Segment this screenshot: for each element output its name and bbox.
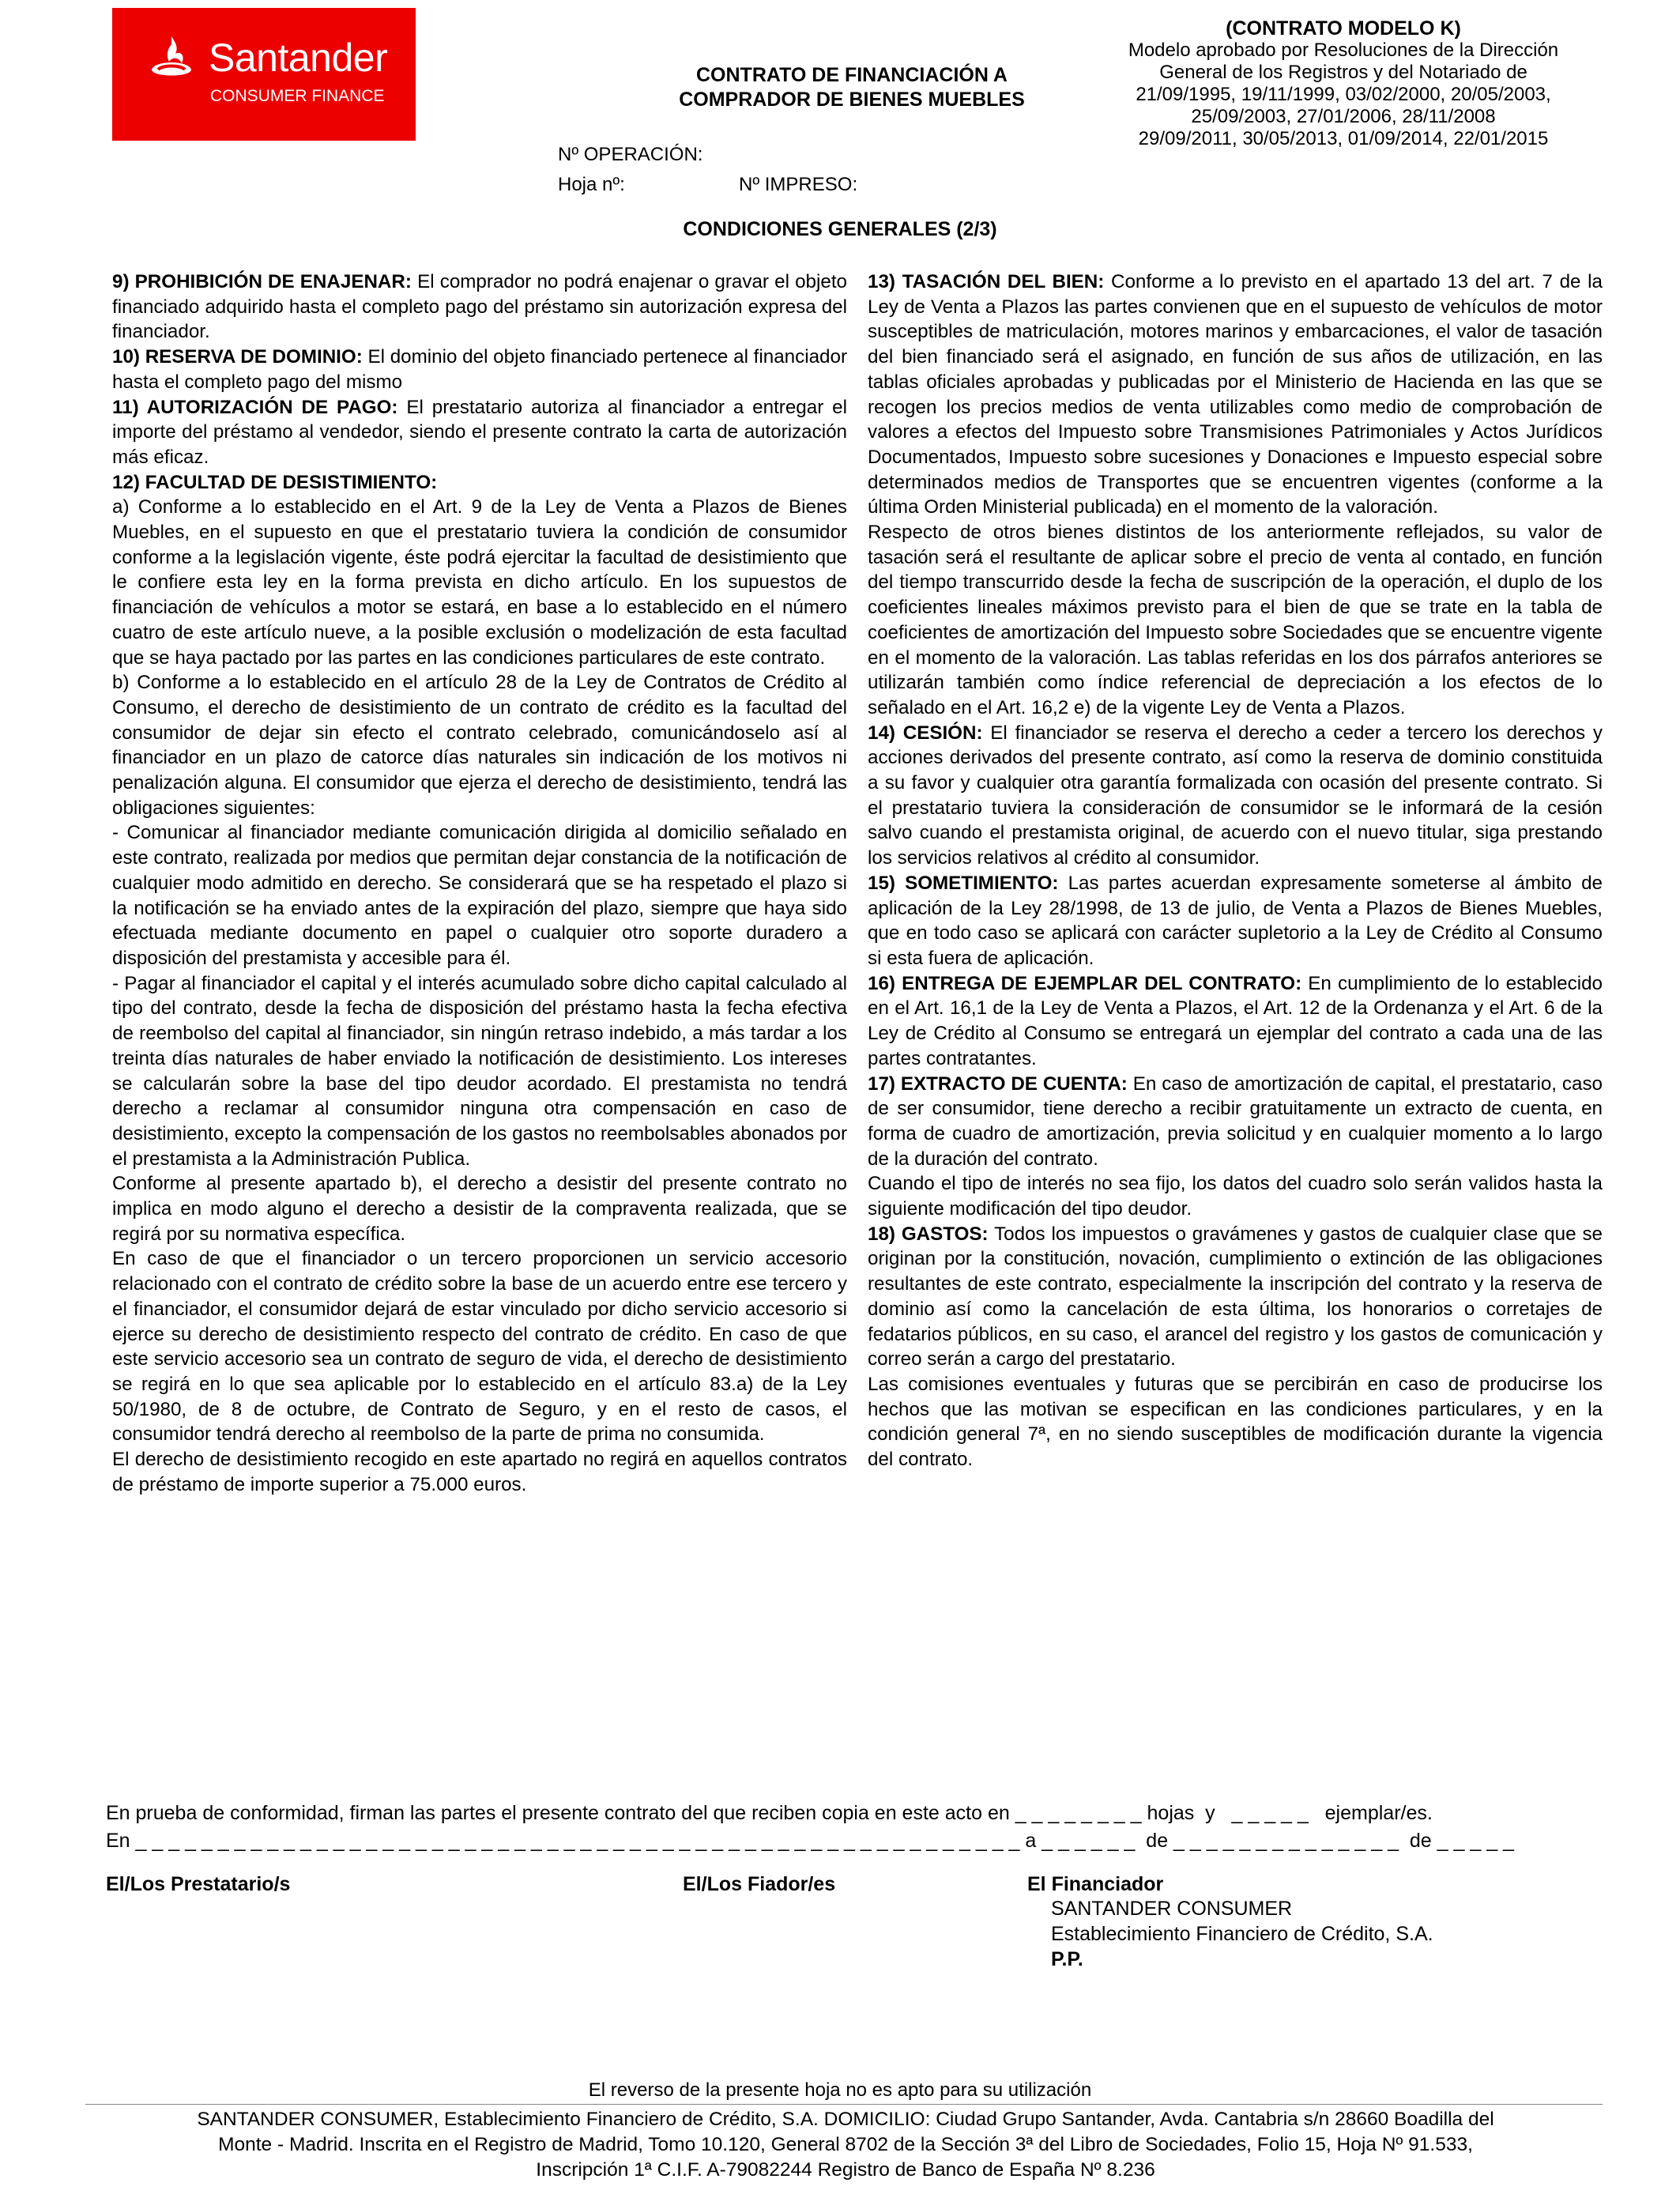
- clause: [112, 1246, 847, 1447]
- clause-text: El prestatario autoriza al financiador a entregar el importe del préstamo al vendedor, siendo el presente contrato la carta de autorización más eficaz.: [112, 396, 847, 468]
- clause-heading: 11) AUTORIZACIÓN DE PAGO:: [112, 396, 398, 418]
- clause-text: Todos los impuestos o gravámenes y gastos de cualquier clase que se originan por la constitución, novación, cumplimiento o extinción de las obligaciones resultantes de este contrato, especialmente la inscripción del contrato y la reserva de dominio así como la cancelación de esta última, los honorarios o corretajes de fedatarios públicos, en su caso, el arancel del registro y los gastos de comunicación y correo serán a cargo del prestatario.: [868, 1223, 1603, 1370]
- santander-logo: [112, 8, 416, 141]
- model-line: 25/09/2003, 27/01/2006, 28/11/2008: [1191, 106, 1496, 127]
- left-column: [112, 270, 847, 1497]
- model-info: [1083, 17, 1604, 150]
- clause-heading: 18) GASTOS:: [868, 1223, 989, 1245]
- clause: [868, 1222, 1603, 1372]
- financiador-type: Establecimiento Financiero de Crédito, S.A.: [1051, 1923, 1433, 1945]
- clause-heading: 12) FACULTAD DE DESISTIMIENTO:: [112, 471, 438, 493]
- clause: [868, 270, 1603, 520]
- clause-text: Las partes acuerdan expresamente someterse al ámbito de aplicación de la Ley 28/1998, de 13 de julio, de Venta a Plazos de Bienes Muebles, que en todo caso se aplicará con carácter supletorio a la Ley de Crédito al Consumo si esta fuera de aplicación.: [868, 872, 1603, 969]
- clause: [868, 721, 1603, 871]
- clause-heading: 17) EXTRACTO DE CUENTA:: [868, 1072, 1128, 1095]
- clause: [112, 345, 847, 394]
- clause: [112, 1447, 847, 1497]
- conformidad-text: En prueba de conformidad, firman las partes el presente contrato del que reciben copia en este acto en _ _ _ _ _ _ _ _ hojas y _ _ _ _ _ ejemplar/es.: [106, 1802, 1433, 1824]
- clause-heading: 13) TASACIÓN DEL BIEN:: [868, 271, 1105, 292]
- clause: [868, 1372, 1603, 1472]
- clause-text: En caso de amortización de capital, el prestatario, caso de ser consumidor, tiene derecho a recibir gratuitamente un extracto de cuenta, en forma de cuadro de amortización, previa solicitud y en cualquier momento a lo largo de la duración del contrato.: [868, 1072, 1603, 1170]
- clause: [868, 1072, 1603, 1172]
- clause: [868, 1171, 1603, 1221]
- clause-text: El comprador no podrá enajenar o gravar el objeto financiado adquirido hasta el completo pago del préstamo sin autorización expresa del financiador.: [112, 271, 847, 343]
- clause-text: Conforme al presente apartado b), el derecho a desistir del presente contrato no implica en modo alguno el derecho a desistir de la compraventa realizada, que se regirá por su normativa específica.: [112, 1173, 847, 1245]
- financiador-pp: P.P.: [1051, 1948, 1083, 1970]
- clause: [112, 270, 847, 345]
- footer: [95, 2107, 1596, 2183]
- clause-text: El dominio del objeto financiado pertenece al financiador hasta el completo pago del mismo: [112, 346, 848, 393]
- place-date-line: En _ _ _ _ _ _ _ _ _ _ _ _ _ _ _ _ _ _ _ _ _ _ _ _ _ _ _ _ _ _ _ _ _ _ _ _ _ _ _ _ _ _ _ _ _ _ _ _ _ _ _ _ _ _ a _ _ _ _ _ _ de _ _ _ _ _ _ _ _ _ _ _ _ _ _ de _ _ _ _ _: [106, 1830, 1514, 1852]
- title-line-2: COMPRADOR DE BIENES MUEBLES: [679, 89, 1025, 111]
- model-line: General de los Registros y del Notariado de: [1159, 62, 1527, 83]
- clause-heading: 15) SOMETIMIENTO:: [868, 872, 1059, 894]
- clause-heading: 14) CESIÓN:: [868, 722, 983, 744]
- clause-text: El derecho de desistimiento recogido en este apartado no regirá en aquellos contratos de préstamo de importe superior a 75.000 euros.: [112, 1449, 847, 1495]
- model-line: Modelo aprobado por Resoluciones de la Dirección: [1128, 40, 1559, 61]
- clause-text: Cuando el tipo de interés no sea fijo, los datos del cuadro solo serán validos hasta la siguiente modificación del tipo deudor.: [868, 1173, 1603, 1220]
- prestatario-label: El/Los Prestatario/s: [106, 1873, 291, 1895]
- flame-icon: [147, 33, 196, 82]
- clause-heading: 10) RESERVA DE DOMINIO:: [112, 346, 363, 368]
- model-title: (CONTRATO MODELO K): [1226, 17, 1461, 40]
- model-line: 29/09/2011, 30/05/2013, 01/09/2014, 22/01/2015: [1138, 128, 1549, 149]
- clause: [868, 871, 1603, 971]
- footer-line: SANTANDER CONSUMER, Establecimiento Financiero de Crédito, S.A. DOMICILIO: Ciudad Grupo Santander, Avda. Cantabria s/n 28660 Boadilla del: [197, 2109, 1494, 2130]
- clause-text: El financiador se reserva el derecho a ceder a tercero los derechos y acciones derivados del presente contrato, así como la reserva de dominio constituida a su favor y cualquier otra garantía formalizada con ocasión del presente contrato. Si el prestatario tuviera la consideración de consumidor se le informará de la cesión salvo cuando el prestamista original, de acuerdo con el nuevo titular, siga prestando los servicios relativos al crédito al consumidor.: [868, 722, 1603, 869]
- clause: [112, 820, 847, 971]
- clause-text: Conforme a lo previsto en el apartado 13 del art. 7 de la Ley de Venta a Plazos las partes convienen que en el supuesto de vehículos de motor susceptibles de matriculación, motores marinos y embarcaciones, el valor de tasación del bien financiado será el asignado, en función de sus años de utilización, en las tablas oficiales aprobadas y publicadas por el Ministerio de Hacienda en las que se recogen los precios medios de venta utilizables como medio de comprobación de valores a efectos del Impuesto sobre Transmisiones Patrimoniales y Actos Jurídicos Documentados, Impuesto sobre sucesiones y Donaciones e Impuesto especial sobre determinados medios de Transportes que se encuentren vigentes (conforme a la última Orden Ministerial publicada) en el momento de la valoración.: [868, 271, 1603, 518]
- clause: [112, 971, 847, 1172]
- logo-brand: Santander: [209, 36, 388, 80]
- document-title: [638, 63, 1065, 113]
- clause: [868, 520, 1603, 721]
- clause: [112, 470, 847, 496]
- financiador-name: SANTANDER CONSUMER: [1051, 1898, 1293, 1920]
- operacion-label: Nº OPERACIÓN:: [558, 144, 703, 165]
- clause: [112, 1171, 847, 1246]
- clause-text: - Comunicar al financiador mediante comunicación dirigida al domicilio señalado en este contrato, realizada por medios que permitan dejar constancia de la notificación de cualquier modo admitido en derecho. Se considerará que se ha respetado el plazo si la notificación se ha enviado antes de la expiración del plazo, siempre que haya sido efectuada mediante documento en papel o cualquier otro soporte duradero a disposición del prestamista y accesible para él.: [112, 822, 847, 969]
- clause-text: a) Conforme a lo establecido en el Art. 9 de la Ley de Venta a Plazos de Bienes Muebles, en el supuesto en que el prestatario tuviera la condición de consumidor conforme a la legislación vigente, éste podrá ejercitar la facultad de desistimiento que le confiere esta ley en la forma prevista en dicho artículo. En los supuestos de financiación de vehículos a motor se estará, en base a lo establecido en el número cuatro de este artículo nueve, a la posible exclusión o modelización de esta facultad que se haya pactado por las partes en las condiciones particulares de este contrato.: [112, 496, 847, 669]
- footer-divider: [85, 2104, 1603, 2105]
- model-line: 21/09/1995, 19/11/1999, 03/02/2000, 20/05/2003,: [1136, 84, 1551, 105]
- clause-text: b) Conforme a lo establecido en el artículo 28 de la Ley de Contratos de Crédito al Consumo, el derecho de desistimiento de un contrato de crédito es la facultad del consumidor de dejar sin efecto el contrato celebrado, comunicándoselo así al financiador en un plazo de catorce días naturales sin indicación de los motivos ni penalización alguna. El consumidor que ejerza el derecho de desistimiento, tendrá las obligaciones siguientes:: [112, 672, 847, 819]
- section-title: CONDICIONES GENERALES (2/3): [683, 218, 997, 240]
- hoja-label: Hoja nº:: [558, 174, 625, 195]
- footer-line: Monte - Madrid. Inscrita en el Registro de Madrid, Tomo 10.120, General 8702 de la Sección 3ª del Libro de Sociedades, Folio 15, Hoja Nº 91.533,: [218, 2134, 1473, 2155]
- fiador-label: El/Los Fiador/es: [683, 1873, 836, 1895]
- clause: [112, 495, 847, 670]
- clause-text: - Pagar al financiador el capital y el interés acumulado sobre dicho capital calculado al tipo del contrato, desde la fecha de disposición del préstamo hasta la fecha efectiva de reembolso del capital al financiador, sin ningún retraso indebido, a más tardar a los treinta días naturales de haber enviado la notificación de desistimiento. Los intereses se calcularán sobre la base del tipo deudor acordado. El prestamista no tendrá derecho a reclamar al consumidor ninguna otra compensación en caso de desistimiento, excepto la compensación de los gastos no reembolsables abonados por el prestamista a la Administración Publica.: [112, 972, 847, 1170]
- clause: [868, 971, 1603, 1072]
- impreso-label: Nº IMPRESO:: [739, 174, 858, 195]
- clause-heading: 9) PROHIBICIÓN DE ENAJENAR:: [112, 271, 412, 292]
- clause: [112, 670, 847, 820]
- right-column: [868, 270, 1603, 1472]
- clause-text: En caso de que el financiador o un tercero proporcionen un servicio accesorio relacionado con el contrato de crédito sobre la base de un acuerdo entre ese tercero y el financiador, el consumidor dejará de estar vinculado por dicho servicio accesorio si ejerce su derecho de desistimiento respecto del contrato de crédito. En caso de que este servicio accesorio sea un contrato de seguro de vida, el derecho de desistimiento se regirá en lo que sea aplicable por lo establecido en el artículo 83.a) de la Ley 50/1980, de 8 de octubre, de Contrato de Seguro, y en el resto de casos, el consumidor tendrá derecho al reembolso de la parte de prima no consumida.: [112, 1248, 847, 1446]
- clause-text: En cumplimiento de lo establecido en el Art. 16,1 de la Ley de Venta a Plazos, el Art. 12 de la Ordenanza y el Art. 6 de la Ley de Crédito al Consumo se entregará un ejemplar del contrato a cada una de las partes contratantes.: [868, 972, 1603, 1069]
- clause: [112, 395, 847, 470]
- financiador-label: El Financiador: [1027, 1873, 1164, 1895]
- clause-text: Respecto de otros bienes distintos de los anteriormente reflejados, su valor de tasación será el resultante de aplicar sobre el precio de venta al contado, en función del tiempo transcurrido desde la fecha de suscripción de la operación, el duplo de los coeficientes lineales máximos previsto para el bien de que se trate en la tabla de coeficientes de amortización del Impuesto sobre Sociedades que se encuentre vigente en el momento de la valoración. Las tablas referidas en los dos párrafos anteriores se utilizarán también como índice referencial de depreciación a los efectos de lo señalado en el Art. 16,2 e) de la vigente Ley de Venta a Plazos.: [868, 522, 1603, 718]
- footer-line: Inscripción 1ª C.I.F. A-79082244 Registro de Banco de España Nº 8.236: [536, 2159, 1155, 2181]
- reverso-notice: El reverso de la presente hoja no es apto para su utilización: [588, 2079, 1092, 2101]
- logo-subtitle: CONSUMER FINANCE: [210, 87, 385, 105]
- clause-heading: 16) ENTREGA DE EJEMPLAR DEL CONTRATO:: [868, 972, 1302, 994]
- clause-text: Las comisiones eventuales y futuras que se percibirán en caso de producirse los hechos que las motivan se especifican en las condiciones particulares, y en la condición general 7ª, en no siendo susceptibles de modificación durante la vigencia del contrato.: [868, 1373, 1603, 1471]
- title-line-1: CONTRATO DE FINANCIACIÓN A: [696, 64, 1008, 86]
